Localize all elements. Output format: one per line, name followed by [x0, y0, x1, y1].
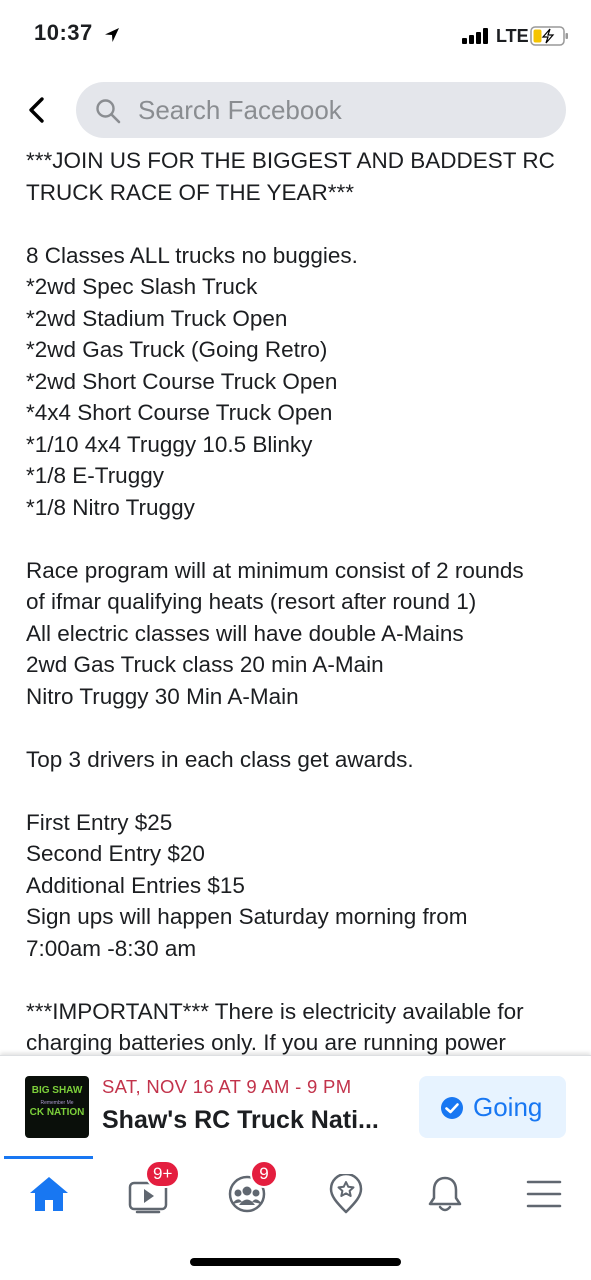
- description-line: *1/8 E-Truggy: [26, 463, 164, 488]
- tab-home[interactable]: [8, 1166, 88, 1226]
- going-button[interactable]: [419, 1076, 566, 1138]
- description-line: *1/10 4x4 Truggy 10.5 Blinky: [26, 431, 313, 457]
- description-line: *2wd Gas Truck (Going Retro): [26, 337, 328, 362]
- search-header: [0, 80, 591, 142]
- status-time: 10:37: [34, 20, 93, 45]
- blank-line: [26, 712, 581, 744]
- tab-notifications[interactable]: [404, 1166, 484, 1226]
- location-arrow-icon: [104, 27, 120, 43]
- active-tab-indicator: [4, 1156, 93, 1159]
- description-line: Sign ups will happen Saturday morning from: [26, 904, 468, 929]
- description-line: Top 3 drivers in each class get awards.: [26, 746, 414, 772]
- check-circle-icon: [440, 1096, 464, 1120]
- search-input[interactable]: [138, 94, 538, 126]
- search-icon: [94, 97, 122, 125]
- description-line: *2wd Spec Slash Truck: [26, 274, 258, 299]
- groups-notification-badge: 9: [250, 1160, 278, 1188]
- event-date: SAT, NOV 16 AT 9 AM - 9 PM: [102, 1076, 352, 1097]
- description-line: Race program will at minimum consist of 2 rounds: [26, 557, 524, 583]
- tab-pages[interactable]: [305, 1166, 385, 1226]
- hamburger-menu-icon: [523, 1174, 565, 1214]
- description-line: ***JOIN US FOR THE BIGGEST AND BADDEST RC: [26, 148, 555, 173]
- description-line: of ifmar qualifying heats (resort after round 1): [26, 589, 477, 614]
- event-title[interactable]: Shaw's RC Truck Nati...: [102, 1106, 379, 1134]
- description-line: TRUCK RACE OF THE YEAR***: [26, 179, 354, 205]
- back-arrow-icon[interactable]: [22, 94, 54, 126]
- tab-watch[interactable]: [107, 1166, 187, 1226]
- blank-line: [26, 964, 581, 996]
- going-label: Going: [473, 1092, 543, 1122]
- status-bar: [0, 0, 591, 70]
- blank-line: [26, 775, 581, 807]
- description-line: 7:00am -8:30 am: [26, 935, 197, 961]
- description-line: Second Entry $20: [26, 841, 205, 866]
- description-line: Additional Entries $15: [26, 872, 245, 898]
- cellular-signal-icon: [462, 28, 492, 44]
- event-cover-thumbnail[interactable]: [25, 1076, 89, 1138]
- search-bar[interactable]: [76, 82, 566, 138]
- home-indicator[interactable]: [190, 1258, 401, 1266]
- event-sticky-bar[interactable]: [0, 1055, 591, 1156]
- description-line: *1/8 Nitro Truggy: [26, 494, 195, 520]
- thumbnail-text: BIG SHAW: [31, 1085, 83, 1096]
- description-line: First Entry $25: [26, 809, 173, 835]
- description-line: *2wd Stadium Truck Open: [26, 305, 288, 331]
- description-line: ***IMPORTANT*** There is electricity available for: [26, 998, 524, 1024]
- description-line: All electric classes will have double A-Mains: [26, 620, 464, 646]
- description-line: 8 Classes ALL trucks no buggies.: [26, 242, 358, 268]
- description-line: *4x4 Short Course Truck Open: [26, 400, 333, 425]
- battery-charging-icon: [530, 26, 570, 46]
- description-line: *2wd Short Course Truck Open: [26, 368, 338, 394]
- bottom-tab-bar: [0, 1156, 591, 1236]
- tab-menu[interactable]: [503, 1166, 583, 1226]
- description-line: 2wd Gas Truck class 20 min A-Main: [26, 652, 384, 677]
- thumbnail-text: CK NATION: [29, 1107, 85, 1118]
- tab-groups[interactable]: [206, 1166, 286, 1226]
- event-description: [26, 145, 581, 1055]
- thumbnail-text: Remember Me: [40, 1100, 74, 1106]
- pin-star-icon: [325, 1174, 367, 1214]
- bell-icon: [424, 1174, 466, 1214]
- watch-notification-badge: 9+: [145, 1160, 180, 1188]
- description-line: charging batteries only. If you are running power: [26, 1030, 506, 1055]
- description-line: Nitro Truggy 30 Min A-Main: [26, 683, 299, 709]
- home-icon: [28, 1174, 70, 1214]
- network-type: LTE: [496, 26, 529, 46]
- blank-line: [26, 523, 581, 555]
- blank-line: [26, 208, 581, 240]
